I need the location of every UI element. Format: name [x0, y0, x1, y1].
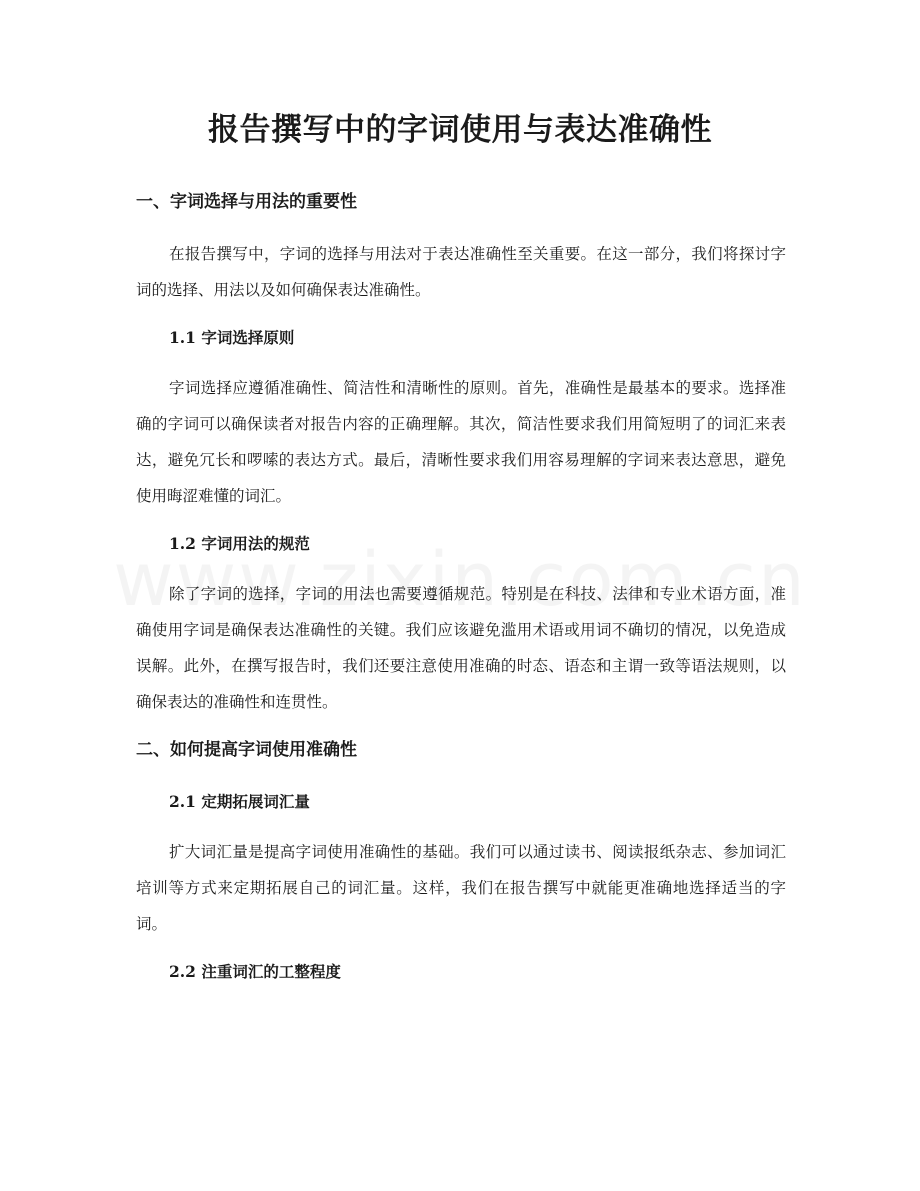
subsection-heading-1-1: 1.1 字词选择原则	[169, 328, 295, 347]
section-heading-1: 一、字词选择与用法的重要性	[136, 192, 357, 212]
section-1-intro: 在报告撰写中，字词的选择与用法对于表达准确性至关重要。在这一部分，我们将探讨字词的选择、用法以及如何确保表达准确性。	[136, 245, 786, 299]
subsection-2-1-body: 扩大词汇量是提高字词使用准确性的基础。我们可以通过读书、阅读报纸杂志、参加词汇培训等方式来定期拓展自己的词汇量。这样，我们在报告撰写中就能更准确地选择适当的字词。	[136, 843, 786, 933]
page-title: 报告撰写中的字词使用与表达准确性	[208, 112, 712, 148]
subsection-1-1-body: 字词选择应遵循准确性、简洁性和清晰性的原则。首先，准确性是最基本的要求。选择准确的字词可以确保读者对报告内容的正确理解。其次，简洁性要求我们用简短明了的词汇来表达，避免冗长和啰嗦的表达方式。最后，清晰性要求我们用容易理解的字词来表达意思，避免使用晦涩难懂的词汇。	[136, 379, 786, 505]
subsection-heading-2-2: 2.2 注重词汇的工整程度	[169, 962, 341, 981]
subsection-1-2-body: 除了字词的选择，字词的用法也需要遵循规范。特别是在科技、法律和专业术语方面，准确使用字词是确保表达准确性的关键。我们应该避免滥用术语或用词不确切的情况，以免造成误解。此外，在撰写报告时，我们还要注意使用准确的时态、语态和主谓一致等语法规则，以确保表达的准确性和连贯性。	[136, 585, 786, 711]
subsection-heading-1-2: 1.2 字词用法的规范	[169, 534, 310, 553]
subsection-heading-2-1: 2.1 定期拓展词汇量	[169, 792, 310, 811]
section-heading-2: 二、如何提高字词使用准确性	[136, 740, 357, 760]
